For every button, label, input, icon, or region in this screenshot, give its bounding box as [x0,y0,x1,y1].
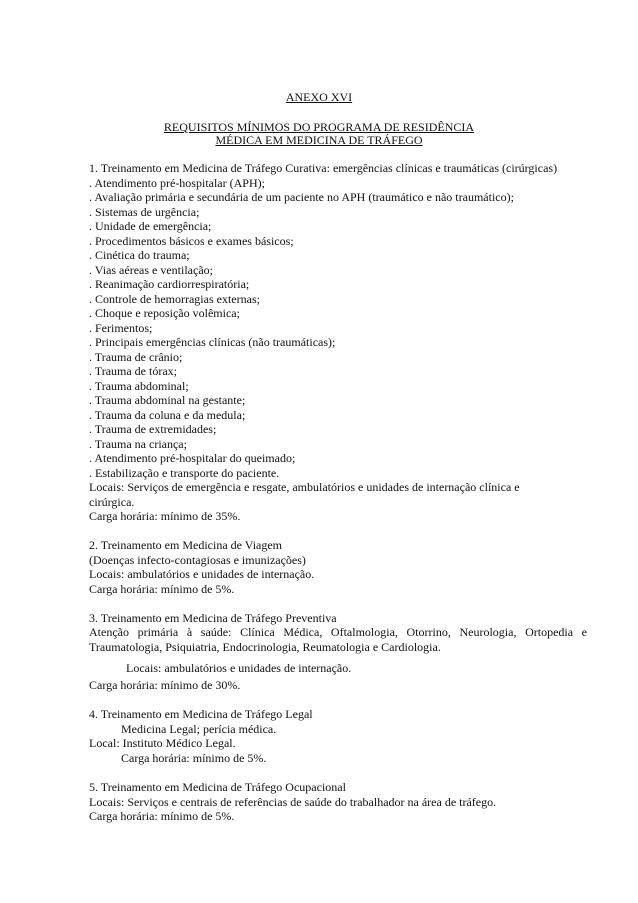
section-1-item: . Sistemas de urgência; [89,205,200,219]
section-5-locais: Locais: Serviços e centrais de referências de saúde do trabalhador na área de tráfego. [89,795,497,809]
section-1-item: . Vias aéreas e ventilação; [89,263,213,277]
section-1-carga: Carga horária: mínimo de 35%. [89,509,241,523]
section-4-heading: 4. Treinamento em Medicina de Tráfego Legal [89,707,313,721]
section-3-locais: Locais: ambulatórios e unidades de internação. [126,661,352,675]
section-4-carga: Carga horária: mínimo de 5%. [121,751,267,765]
section-1-item: . Cinética do trauma; [89,248,190,262]
section-2-locais: Locais: ambulatórios e unidades de internação. [89,567,315,581]
section-1-item: . Trauma de tórax; [89,364,177,378]
section-2-heading: 2. Treinamento em Medicina de Viagem [89,538,283,552]
section-5-carga: Carga horária: mínimo de 5%. [89,809,235,823]
section-3-body: Atenção primária à saúde: Clínica Médica, Oftalmologia, Otorrino, Neurologia, Ortopedia e [89,625,587,639]
section-1-item: . Trauma na criança; [89,437,187,451]
section-4-body: Medicina Legal; perícia médica. [121,722,277,736]
section-2-carga: Carga horária: mínimo de 5%. [89,582,235,596]
section-3-carga: Carga horária: mínimo de 30%. [89,678,241,692]
section-1-heading: 1. Treinamento em Medicina de Tráfego Curativa: emergências clínicas e traumáticas (cirúrgicas) [89,161,558,175]
section-1-item: . Reanimação cardiorrespiratória; [89,277,250,291]
section-3-body-continued: Traumatologia, Psiquiatria, Endocrinologia, Reumatologia e Cardiologia. [89,640,441,654]
section-5-heading: 5. Treinamento em Medicina de Tráfego Ocupacional [89,780,346,794]
section-1-locais: Locais: Serviços de emergência e resgate, ambulatórios e unidades de internação clínica e [89,480,520,494]
section-1-item: . Controle de hemorragias externas; [89,292,260,306]
section-1-item: . Procedimentos básicos e exames básicos; [89,234,294,248]
section-1-item: . Estabilização e transporte do paciente. [89,466,280,480]
section-1-item: . Trauma abdominal na gestante; [89,393,246,407]
section-1-item: . Atendimento pré-hospitalar do queimado; [89,451,296,465]
section-4-local: Local: Instituto Médico Legal. [89,736,236,750]
section-1-item: . Trauma de extremidades; [89,422,217,436]
document-title-line-2: MÉDICA EM MEDICINA DE TRÁFEGO [215,133,423,147]
section-1-locais-continued: cirúrgica. [89,495,135,509]
section-2-subheading: (Doenças infecto-contagiosas e imunizações) [89,553,306,567]
section-1-item: . Atendimento pré-hospitalar (APH); [89,176,265,190]
section-1-item: . Trauma abdominal; [89,379,189,393]
section-1-item: . Avaliação primária e secundária de um paciente no APH (traumático e não traumático); [89,190,514,204]
section-1-item: . Choque e reposição volêmica; [89,306,240,320]
section-1-item: . Ferimentos; [89,321,153,335]
document-title-line-1: REQUISITOS MÍNIMOS DO PROGRAMA DE RESIDÊNCIA [163,120,475,134]
section-1-item: . Unidade de emergência; [89,219,212,233]
section-1-item: . Principais emergências clínicas (não traumáticas); [89,335,336,349]
section-1-item: . Trauma de crânio; [89,350,183,364]
section-1-item: . Trauma da coluna e da medula; [89,408,246,422]
annex-title: ANEXO XVI [285,90,353,104]
section-3-heading: 3. Treinamento em Medicina de Tráfego Preventiva [89,611,337,625]
